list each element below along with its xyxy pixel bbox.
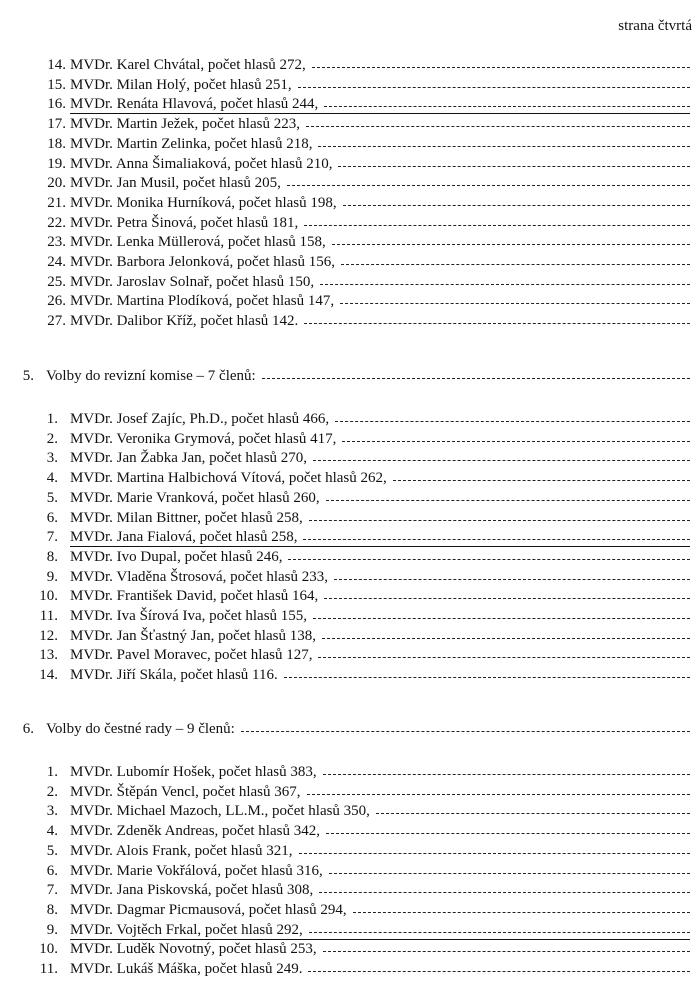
item-number: 1. [46, 411, 58, 427]
section-heading [0, 366, 700, 386]
revision-committee-line [0, 488, 700, 508]
item-number: 1. [46, 764, 58, 780]
dash-leader [332, 244, 690, 245]
dash-leader [319, 892, 690, 893]
member-list-line [0, 134, 700, 154]
item-number: 5. [22, 368, 34, 384]
item-text: MVDr. Lubomír Hošek, počet hlasů 383, [70, 764, 317, 780]
section-heading [0, 719, 700, 739]
item-text: MVDr. Martin Zelinka, počet hlasů 218, [70, 135, 313, 152]
member-list-line [0, 213, 700, 233]
member-list-line [0, 232, 700, 252]
item-text: MVDr. Iva Šírová Iva, počet hlasů 155, [70, 608, 308, 624]
revision-committee-line [0, 626, 700, 646]
dash-leader [329, 873, 690, 874]
item-text: MVDr. Dagmar Picmausová, počet hlasů 294, [70, 901, 347, 918]
item-number: 27. [47, 313, 66, 330]
item-number: 2. [46, 783, 58, 800]
item-number: 17. [47, 116, 66, 133]
item-text: MVDr. Veronika Grymová, počet hlasů 417, [70, 430, 337, 447]
item-text: MVDr. Josef Zajíc, Ph.D., počet hlasů 466, [70, 411, 330, 427]
dash-leader [318, 146, 690, 147]
revision-committee-line [0, 645, 700, 665]
member-list-line [0, 114, 700, 134]
item-number: 9. [46, 568, 58, 585]
dash-leader [307, 794, 690, 795]
item-number: 19. [47, 155, 66, 172]
dash-leader [308, 971, 690, 972]
revision-committee-line [0, 468, 700, 488]
honor-council-line [0, 841, 700, 861]
item-text: MVDr. Vojtěch Frkal, počet hlasů 292, [70, 921, 303, 938]
item-text: MVDr. Lenka Müllerová, počet hlasů 158, [70, 234, 326, 251]
item-text: MVDr. Milan Holý, počet hlasů 251, [70, 76, 292, 93]
dash-leader [341, 264, 690, 265]
dash-leader [326, 500, 690, 501]
item-text: Volby do revizní komise – 7 členů: [46, 368, 256, 384]
item-number: 9. [46, 921, 58, 938]
dash-leader [306, 126, 690, 127]
honor-council-line [0, 782, 700, 802]
dash-leader [299, 853, 691, 854]
item-text: MVDr. Martina Plodíková, počet hlasů 147, [70, 293, 335, 310]
item-text: MVDr. Martina Halbichová Vítová, počet hlasů 262, [70, 470, 387, 487]
item-number: 3. [46, 803, 58, 820]
member-list-line [0, 94, 700, 114]
dash-leader [303, 539, 690, 540]
honor-council-line [0, 762, 700, 782]
item-number: 16. [47, 96, 66, 113]
dash-leader [342, 441, 690, 442]
honor-council-line [0, 920, 700, 940]
dash-leader [338, 166, 690, 167]
member-list-line [0, 193, 700, 213]
item-text: MVDr. Jaroslav Solnař, počet hlasů 150, [70, 273, 315, 290]
item-text: MVDr. Karel Chvátal, počet hlasů 272, [70, 57, 306, 73]
member-list-line [0, 55, 700, 75]
item-text: MVDr. František David, počet hlasů 164, [70, 588, 319, 605]
item-number: 20. [47, 175, 66, 192]
item-text: MVDr. Jan Žabka Jan, počet hlasů 270, [70, 450, 308, 467]
revision-committee-line [0, 527, 700, 547]
item-text: MVDr. Lukáš Máška, počet hlasů 249. [70, 961, 303, 977]
item-number: 7. [46, 882, 58, 899]
revision-committee-line [0, 547, 700, 567]
dash-leader [320, 284, 690, 285]
item-number: 6. [46, 509, 58, 526]
member-list-line [0, 272, 700, 292]
honor-council-line [0, 801, 700, 821]
item-number: 4. [46, 470, 58, 487]
item-text: MVDr. Alois Frank, počet hlasů 321, [70, 842, 293, 859]
item-number: 8. [46, 548, 58, 565]
item-number: 11. [39, 961, 58, 977]
item-number: 24. [47, 254, 66, 270]
dash-leader [340, 303, 690, 304]
dash-leader [322, 638, 690, 639]
dash-leader [298, 87, 690, 88]
dash-leader [318, 657, 690, 658]
revision-committee-line [0, 586, 700, 606]
member-list-line [0, 154, 700, 174]
item-number: 26. [47, 293, 66, 310]
item-number: 8. [46, 901, 58, 918]
dash-leader [326, 833, 690, 834]
item-text: MVDr. Štěpán Vencl, počet hlasů 367, [70, 783, 301, 800]
dash-leader [287, 185, 690, 186]
dash-leader [304, 323, 690, 324]
dash-leader [353, 912, 690, 913]
item-text: MVDr. Jan Šťastný Jan, počet hlasů 138, [70, 627, 316, 644]
revision-committee-line [0, 606, 700, 626]
item-number: 13. [39, 647, 58, 664]
dash-leader [393, 480, 690, 481]
dash-leader [241, 731, 690, 732]
dash-leader [324, 106, 690, 107]
item-text: MVDr. Ivo Dupal, počet hlasů 246, [70, 548, 283, 565]
member-list-line [0, 311, 700, 331]
item-text: MVDr. Marie Vokřálová, počet hlasů 316, [70, 862, 323, 879]
item-number: 10. [39, 941, 58, 958]
honor-council-line [0, 880, 700, 900]
page-header: strana čtvrtá [618, 18, 692, 34]
item-number: 4. [46, 823, 58, 840]
item-text: MVDr. Jana Piskovská, počet hlasů 308, [70, 882, 314, 899]
item-number: 12. [39, 627, 58, 644]
item-text: MVDr. Michael Mazoch, LL.M., počet hlasů 350, [70, 803, 370, 820]
item-text: MVDr. Jan Musil, počet hlasů 205, [70, 175, 281, 192]
honor-council-line [0, 821, 700, 841]
item-number: 6. [46, 862, 58, 879]
item-number: 18. [47, 135, 66, 152]
dash-leader [309, 520, 690, 521]
dash-leader [335, 421, 690, 422]
dash-leader [309, 932, 690, 933]
dash-leader [313, 460, 690, 461]
dash-leader [262, 378, 690, 379]
dash-leader [304, 225, 690, 226]
item-text: MVDr. Milan Bittner, počet hlasů 258, [70, 509, 303, 526]
item-number: 15. [47, 76, 66, 93]
member-list-line [0, 75, 700, 95]
dash-leader [323, 951, 690, 952]
revision-committee-line [0, 448, 700, 468]
item-text: MVDr. Luděk Novotný, počet hlasů 253, [70, 941, 317, 958]
dash-leader [288, 559, 690, 560]
dash-leader [376, 813, 690, 814]
dash-leader [284, 677, 690, 678]
item-text: MVDr. Anna Šimaliaková, počet hlasů 210, [70, 155, 333, 172]
item-number: 3. [46, 450, 58, 467]
revision-committee-line [0, 429, 700, 449]
item-text: MVDr. Jana Fialová, počet hlasů 258, [70, 529, 298, 546]
item-number: 14. [39, 667, 58, 684]
revision-committee-line [0, 665, 700, 685]
item-number: 7. [46, 529, 58, 546]
item-number: 21. [47, 194, 66, 211]
member-list-line [0, 252, 700, 272]
item-text: MVDr. Dalibor Kříž, počet hlasů 142. [70, 313, 299, 330]
item-text: MVDr. Martin Ježek, počet hlasů 223, [70, 116, 300, 133]
item-number: 14. [47, 57, 66, 73]
item-number: 10. [39, 588, 58, 605]
dash-leader [323, 774, 690, 775]
dash-leader [334, 579, 690, 580]
item-text: MVDr. Jiří Skála, počet hlasů 116. [70, 667, 278, 684]
item-number: 25. [47, 273, 66, 290]
dash-leader [313, 618, 690, 619]
dash-leader [312, 67, 690, 68]
item-text: MVDr. Monika Hurníková, počet hlasů 198, [70, 194, 337, 211]
honor-council-line [0, 939, 700, 959]
item-text: MVDr. Pavel Moravec, počet hlasů 127, [70, 647, 313, 664]
dash-leader [324, 598, 690, 599]
item-number: 2. [46, 430, 58, 447]
honor-council-line [0, 959, 700, 979]
item-text: MVDr. Barbora Jelonková, počet hlasů 156, [70, 254, 335, 270]
item-text: Volby do čestné rady – 9 členů: [46, 721, 235, 737]
item-text: MVDr. Vladěna Štrosová, počet hlasů 233, [70, 568, 329, 585]
item-number: 23. [47, 234, 66, 251]
member-list-line [0, 291, 700, 311]
honor-council-line [0, 900, 700, 920]
item-number: 5. [46, 842, 58, 859]
item-number: 5. [46, 489, 58, 506]
item-text: MVDr. Zdeněk Andreas, počet hlasů 342, [70, 823, 320, 840]
revision-committee-line [0, 508, 700, 528]
item-number: 22. [47, 214, 66, 231]
item-text: MVDr. Petra Šinová, počet hlasů 181, [70, 214, 299, 231]
dash-leader [343, 205, 690, 206]
revision-committee-line [0, 409, 700, 429]
item-number: 11. [39, 608, 58, 624]
member-list-line [0, 173, 700, 193]
item-text: MVDr. Marie Vranková, počet hlasů 260, [70, 489, 320, 506]
honor-council-line [0, 861, 700, 881]
item-text: MVDr. Renáta Hlavová, počet hlasů 244, [70, 96, 319, 113]
item-number: 6. [22, 721, 34, 737]
revision-committee-line [0, 567, 700, 587]
